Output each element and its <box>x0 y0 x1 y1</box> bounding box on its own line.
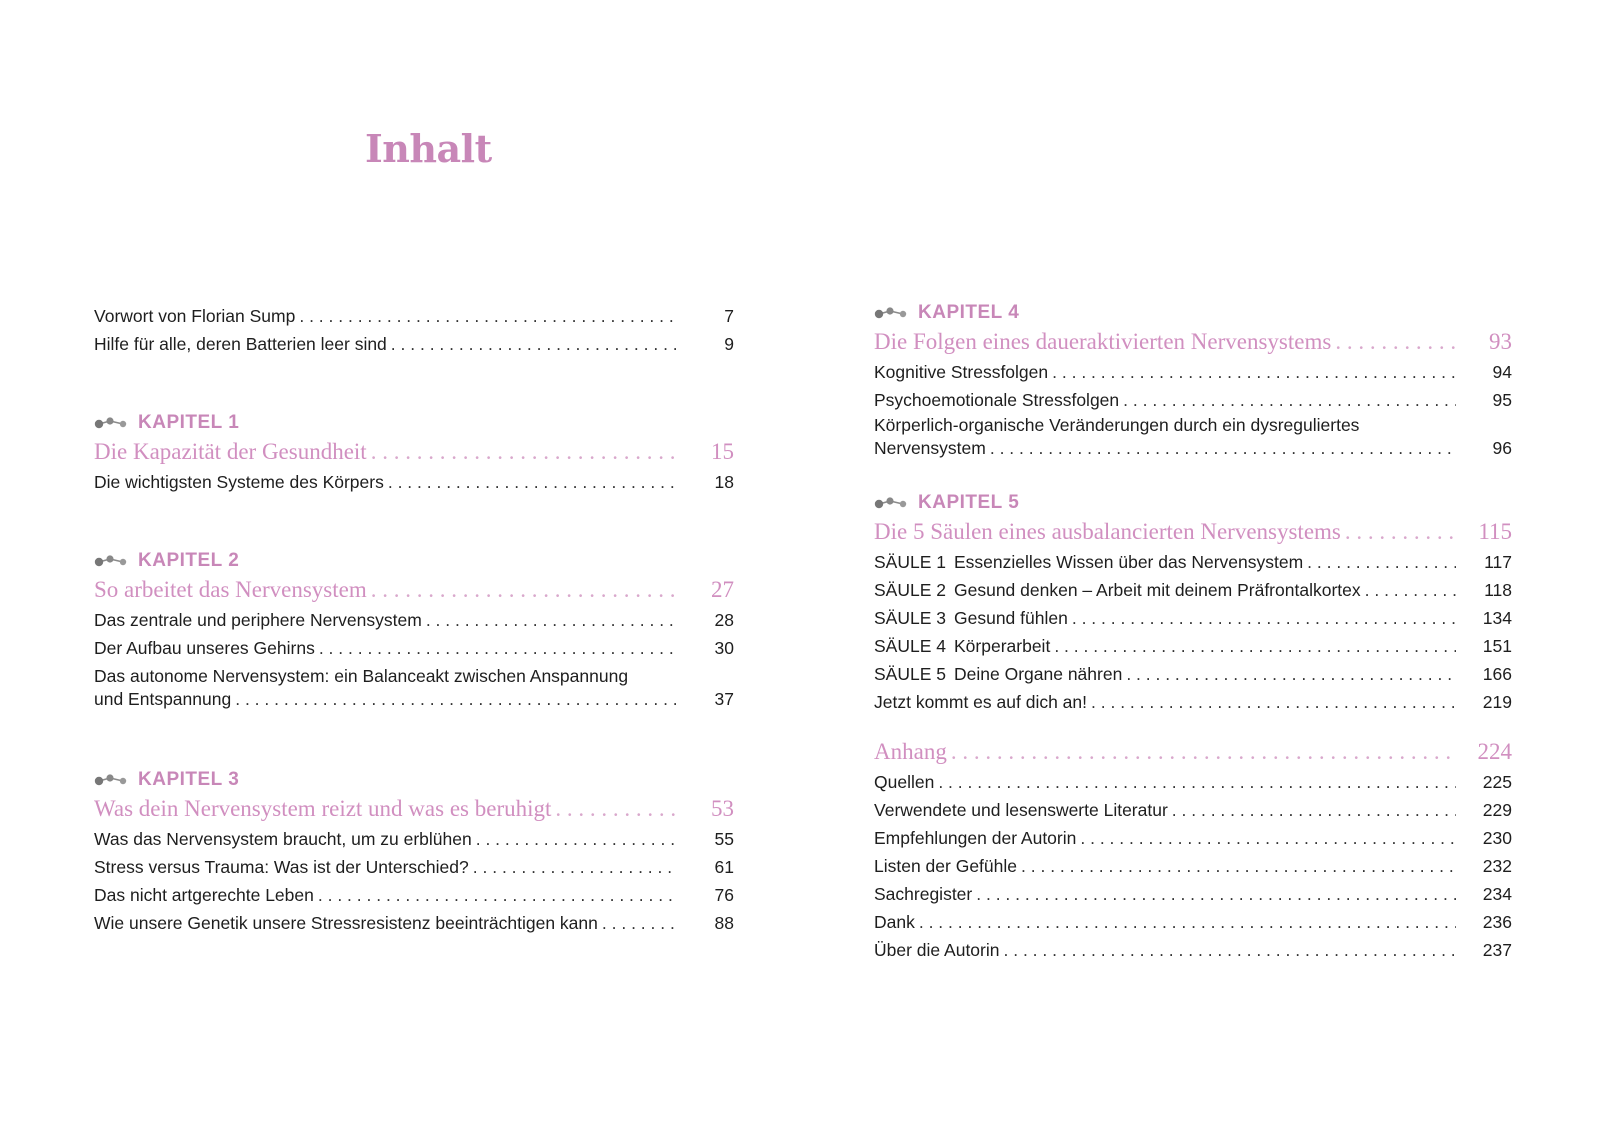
appendix-title[interactable]: Anhang . . . 224 <box>874 736 1512 768</box>
toc-entry[interactable]: Über die Autorin . . . 237 <box>874 936 1512 964</box>
toc-entry-pillar[interactable]: SÄULE 4 Körperarbeit . . . 151 <box>874 632 1512 660</box>
toc-entry[interactable]: Der Aufbau unseres Gehirns . . . 30 <box>94 634 734 662</box>
toc-entry[interactable]: Verwendete und lesenswerte Literatur . . . 229 <box>874 796 1512 824</box>
toc-entry-pillar[interactable]: SÄULE 1 Essenzielles Wissen über das Nervensystem . . . 117 <box>874 548 1512 576</box>
chapter-label: KAPITEL 1 <box>94 410 734 436</box>
toc-entry[interactable]: Hilfe für alle, deren Batterien leer sind . . . 9 <box>94 330 734 358</box>
page-title: Inhalt <box>365 126 492 171</box>
toc-entry[interactable]: Quellen . . . 225 <box>874 768 1512 796</box>
molecule-dots-icon <box>874 306 908 320</box>
toc-entry[interactable]: Sachregister . . . 234 <box>874 880 1512 908</box>
toc-entry[interactable]: Das nicht artgerechte Leben . . . 76 <box>94 881 734 909</box>
chapter-title[interactable]: So arbeitet das Nervensystem . . . 27 <box>94 574 734 606</box>
toc-right-column <box>874 300 1512 964</box>
toc-entry-pillar[interactable]: SÄULE 2 Gesund denken – Arbeit mit deinem Präfrontalkortex . . . 118 <box>874 576 1512 604</box>
toc-entry[interactable]: Listen der Gefühle . . . 232 <box>874 852 1512 880</box>
toc-left-column <box>94 302 734 937</box>
toc-entry[interactable]: Jetzt kommt es auf dich an! . . . 219 <box>874 688 1512 716</box>
molecule-dots-icon <box>874 496 908 510</box>
chapter-title[interactable]: Was dein Nervensystem reizt und was es beruhigt . . . 53 <box>94 793 734 825</box>
chapter-label: KAPITEL 4 <box>874 300 1512 326</box>
molecule-dots-icon <box>94 773 128 787</box>
chapter-label: KAPITEL 5 <box>874 490 1512 516</box>
toc-entry[interactable]: Kognitive Stressfolgen . . . 94 <box>874 358 1512 386</box>
toc-entry[interactable]: Psychoemotionale Stressfolgen . . . 95 <box>874 386 1512 414</box>
toc-entry[interactable]: Dank . . . 236 <box>874 908 1512 936</box>
chapter-title[interactable]: Die Folgen eines daueraktivierten Nervensystems . . . 93 <box>874 326 1512 358</box>
toc-entry-pillar[interactable]: SÄULE 3 Gesund fühlen . . . 134 <box>874 604 1512 632</box>
toc-entry[interactable]: Das zentrale und periphere Nervensystem . . . 28 <box>94 606 734 634</box>
toc-entry-pillar[interactable]: SÄULE 5 Deine Organe nähren . . . 166 <box>874 660 1512 688</box>
toc-entry[interactable]: Vorwort von Florian Sump . . . 7 <box>94 302 734 330</box>
molecule-dots-icon <box>94 416 128 430</box>
chapter-title[interactable]: Die 5 Säulen eines ausbalancierten Nervensystems . . . 115 <box>874 516 1512 548</box>
toc-entry-multiline[interactable]: Körperlich-organische Veränderungen durch ein dysreguliertes Nervensystem . . . 96 <box>874 414 1512 460</box>
toc-entry-multiline[interactable]: Das autonome Nervensystem: ein Balanceakt zwischen Anspannung und Entspannung . . . 37 <box>94 665 734 711</box>
chapter-label: KAPITEL 3 <box>94 767 734 793</box>
chapter-title[interactable]: Die Kapazität der Gesundheit . . . 15 <box>94 436 734 468</box>
molecule-dots-icon <box>94 554 128 568</box>
toc-entry[interactable]: Empfehlungen der Autorin . . . 230 <box>874 824 1512 852</box>
toc-entry[interactable]: Stress versus Trauma: Was ist der Unterschied? . . . 61 <box>94 853 734 881</box>
toc-entry[interactable]: Was das Nervensystem braucht, um zu erblühen . . . 55 <box>94 825 734 853</box>
toc-entry[interactable]: Die wichtigsten Systeme des Körpers . . . 18 <box>94 468 734 496</box>
chapter-label: KAPITEL 2 <box>94 548 734 574</box>
toc-entry[interactable]: Wie unsere Genetik unsere Stressresistenz beeinträchtigen kann . . . 88 <box>94 909 734 937</box>
